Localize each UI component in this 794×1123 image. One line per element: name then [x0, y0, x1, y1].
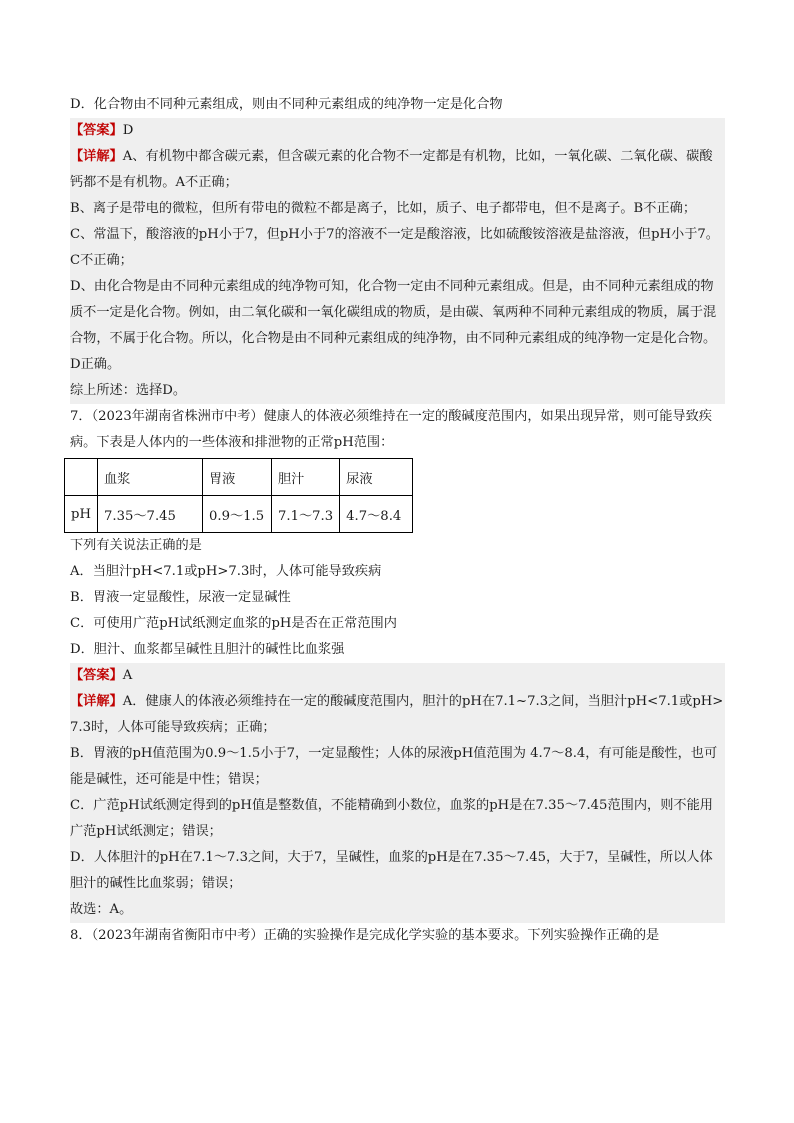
q7-detail-a — [70, 689, 725, 741]
q6-summary: 综上所述：选择D。 — [70, 383, 187, 398]
ph-range-table — [64, 458, 413, 533]
detail-text-a: A、有机物中都含碳元素，但含碳元素的化合物不一定都是有机物，比如，一氧化碳、二氧化碳、碳酸钙都不是有机物。A不正确； — [70, 149, 713, 190]
detail-label: 【详解】 — [70, 149, 123, 164]
q7-option-d: D．胆汁、血浆都呈碱性且胆汁的碱性比血浆强 — [70, 642, 345, 657]
answer-label: 【答案】 — [70, 668, 123, 683]
q6-option-d: D．化合物由不同种元素组成，则由不同种元素组成的纯净物一定是化合物 — [70, 97, 503, 112]
q7-stem: 7．（2023年湖南省株洲市中考）健康人的体液必须维持在一定的酸碱度范围内，如果出现异常，则可能导致疾病。下表是人体内的一些体液和排泄物的正常pH范围： — [70, 409, 712, 450]
q7-answer — [70, 663, 725, 689]
q7-question: 下列有关说法正确的是 — [70, 538, 202, 553]
q7-option-b: B．胃液一定显酸性，尿液一定显碱性 — [70, 590, 291, 605]
q7-detail-b: B．胃液的pH值范围为0.9～1.5小于7，一定显酸性；人体的尿液pH值范围为 4.7～8.4，有可能是酸性，也可能是碱性，还可能是中性；错误； — [70, 746, 718, 787]
table-header-cell: 尿液 — [340, 459, 413, 496]
q6-answer — [70, 118, 725, 144]
table-cell: pH — [65, 496, 98, 533]
detail-text-a: A．健康人的体液必须维持在一定的酸碱度范围内，胆汁的pH在7.1~7.3之间，当胆汁pH<7.1或pH>7.3时，人体可能导致疾病；正确； — [70, 694, 724, 735]
q7-detail-c: C．广范pH试纸测定得到的pH值是整数值，不能精确到小数位，血浆的pH是在7.35～7.45范围内，则不能用广范pH试纸测定；错误； — [70, 798, 713, 839]
q8-stem: 8．（2023年湖南省衡阳市中考）正确的实验操作是完成化学实验的基本要求。下列实验操作正确的是 — [70, 928, 660, 943]
answer-value: D — [122, 123, 134, 138]
table-row — [65, 496, 413, 533]
answer-value: A — [122, 668, 133, 683]
table-cell: 7.1～7.3 — [272, 496, 340, 533]
q6-detail-c: C、常温下，酸溶液的pH小于7，但pH小于7的溶液不一定是酸溶液，比如硫酸铵溶液是盐溶液，但pH小于7。C不正确； — [70, 227, 719, 268]
q7-detail-d: D．人体胆汁的pH在7.1～7.3之间，大于7，呈碱性，血浆的pH是在7.35～7.45，大于7，呈碱性，所以人体胆汁的碱性比血浆弱；错误； — [70, 850, 713, 891]
page-content — [70, 92, 725, 949]
q7-option-c: C．可使用广范pH试纸测定血浆的pH是否在正常范围内 — [70, 616, 397, 631]
table-header-cell: 血浆 — [98, 459, 203, 496]
q7-summary: 故选：A。 — [70, 902, 133, 917]
table-header-cell — [65, 459, 98, 496]
table-cell: 7.35～7.45 — [98, 496, 203, 533]
table-header-row — [65, 459, 413, 496]
detail-label: 【详解】 — [70, 694, 123, 709]
q6-detail-d: D、由化合物是由不同种元素组成的纯净物可知，化合物一定由不同种元素组成。但是，由不同种元素组成的物质不一定是化合物。例如，由二氧化碳和一氧化碳组成的物质，是由碳、氧两种不同种元素组成的物质，属于混合物，不属于化合物。所以，化合物是由不同种元素组成的纯净物，由不同种元素组成的纯净物一定是化合物。D正确。 — [70, 279, 717, 372]
q7-option-a: A．当胆汁pH<7.1或pH>7.3时，人体可能导致疾病 — [70, 564, 382, 579]
q6-detail-a — [70, 144, 725, 196]
table-header-cell: 胃液 — [203, 459, 272, 496]
q6-solution-block — [70, 118, 725, 404]
table-cell: 4.7～8.4 — [340, 496, 413, 533]
table-header-cell: 胆汁 — [272, 459, 340, 496]
q7-solution-block — [70, 663, 725, 923]
q6-detail-b: B、离子是带电的微粒，但所有带电的微粒不都是离子，比如，质子、电子都带电，但不是离子。B不正确； — [70, 201, 697, 216]
table-cell: 0.9～1.5 — [203, 496, 272, 533]
answer-label: 【答案】 — [70, 123, 123, 138]
